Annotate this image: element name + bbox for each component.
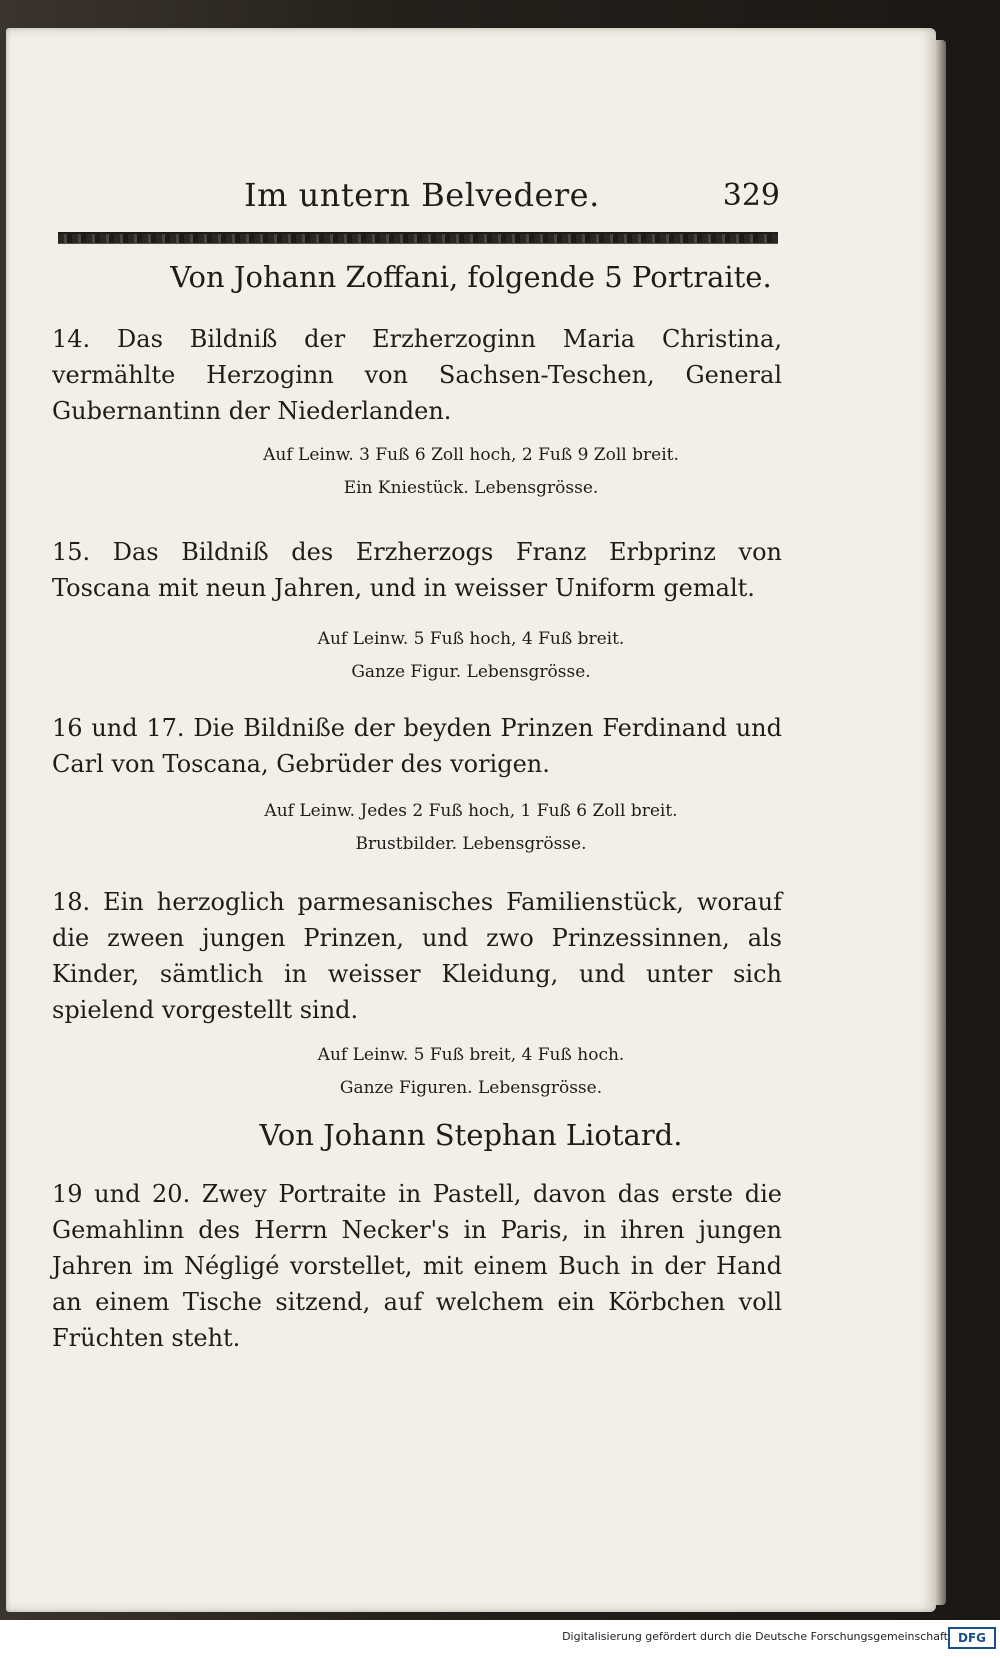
book-page (6, 28, 936, 1612)
entry-15-caption-2: Ganze Figur. Lebensgrösse. (351, 662, 591, 682)
entry-14: 14. Das Bildniß der Erzherzoginn Maria Christina, vermählte Herzoginn von Sachsen-Teschen, General Gubernantinn der Niederlanden. (52, 325, 782, 425)
section-heading-liotard: Von Johann Stephan Liotard. (259, 1118, 683, 1152)
header-rule (58, 232, 778, 244)
dfg-logo: DFG (948, 1627, 996, 1649)
entry-19-20: 19 und 20. Zwey Portraite in Pastell, davon das erste die Gemahlinn des Herrn Necker's in Paris, in ihren jungen Jahren im Négligé vorstellet, mit einem Buch in der Hand an einem Tische sitzend, auf welchem ein Körbchen voll Früchten steht. (52, 1180, 782, 1352)
entry-14-caption-2: Ein Kniestück. Lebensgrösse. (343, 478, 599, 498)
entry-14-caption-1: Auf Leinw. 3 Fuß 6 Zoll hoch, 2 Fuß 9 Zoll breit. (263, 445, 679, 465)
running-title: Im untern Belvedere. (244, 176, 600, 214)
entry-16-17: 16 und 17. Die Bildniße der beyden Prinzen Ferdinand und Carl von Toscana, Gebrüder des vorigen. (52, 714, 782, 778)
page-edge (936, 40, 946, 1605)
entry-18-caption-2: Ganze Figuren. Lebensgrösse. (339, 1078, 603, 1098)
page-number: 329 (722, 178, 780, 213)
running-head (6, 176, 936, 226)
entry-16-17-caption-1: Auf Leinw. Jedes 2 Fuß hoch, 1 Fuß 6 Zoll breit. (264, 801, 678, 821)
entry-15-caption-1: Auf Leinw. 5 Fuß hoch, 4 Fuß breit. (317, 629, 625, 649)
entry-18: 18. Ein herzoglich parmesanisches Familienstück, worauf die zween jungen Prinzen, und zwo Prinzessinnen, als Kinder, sämtlich in weisser Kleidung, und unter sich spielend vorgestellt sind. (52, 888, 782, 1024)
entry-18-caption-1: Auf Leinw. 5 Fuß breit, 4 Fuß hoch. (317, 1045, 625, 1065)
digitization-footer (0, 1620, 1000, 1658)
section-heading-zoffani: Von Johann Zoffani, folgende 5 Portraite. (170, 260, 772, 294)
entry-16-17-caption-2: Brustbilder. Lebensgrösse. (355, 834, 587, 854)
entry-15: 15. Das Bildniß des Erzherzogs Franz Erbprinz von Toscana mit neun Jahren, und in weisser Uniform gemalt. (52, 538, 782, 602)
footer-credit: Digitalisierung gefördert durch die Deutsche Forschungsgemeinschaft (562, 1630, 948, 1643)
